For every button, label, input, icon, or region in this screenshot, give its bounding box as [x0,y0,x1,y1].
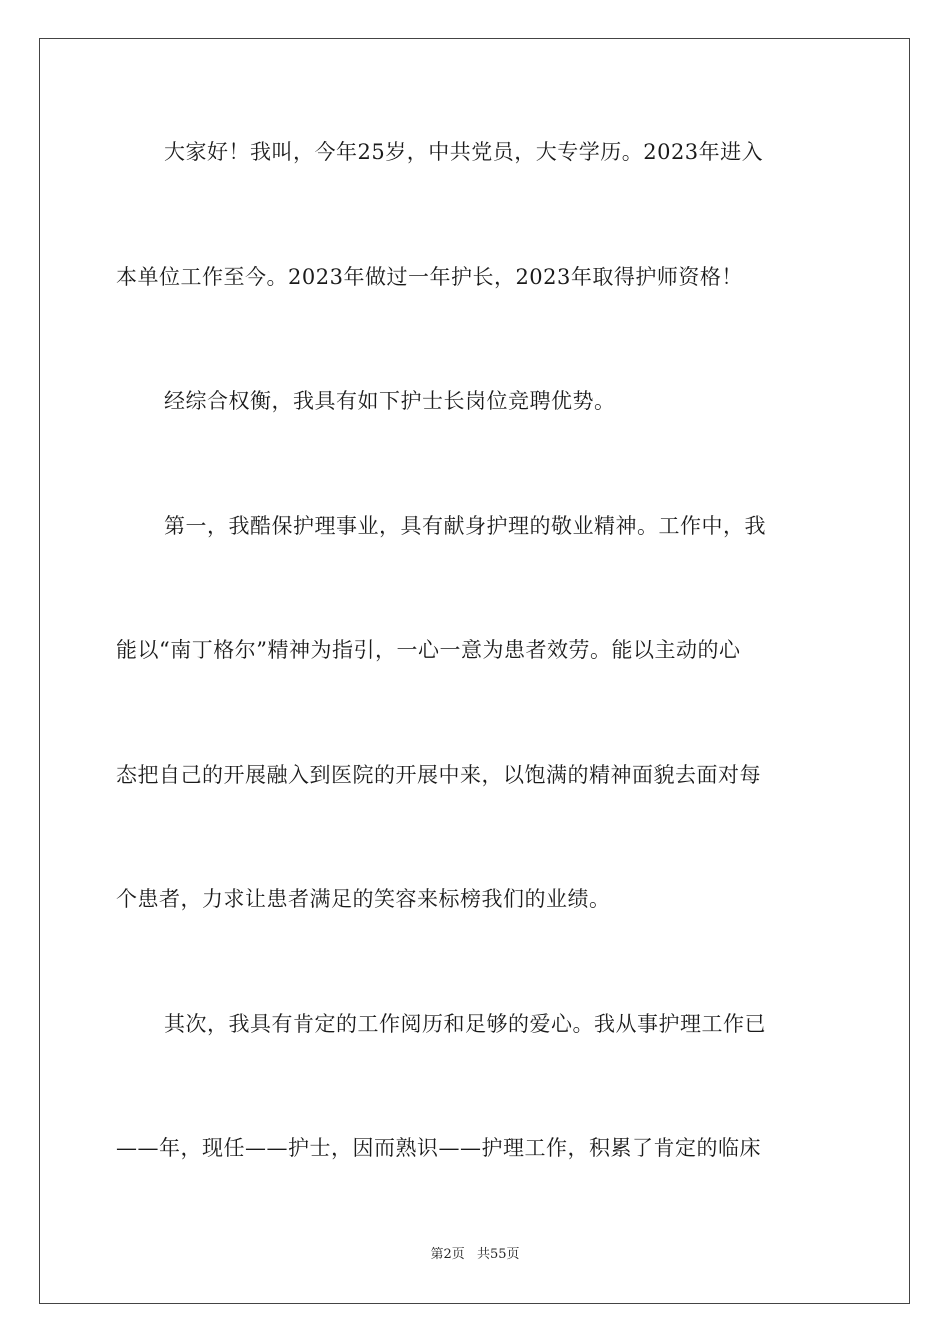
body-line-3: 经综合权衡，我具有如下护士长岗位竞聘优势。 [164,389,616,413]
body-line-5: 能以“南丁格尔”精神为指引，一心一意为患者效劳。能以主动的心 [116,638,741,662]
page-total: 共55页 [476,1247,520,1262]
body-line-8: 其次，我具有肯定的工作阅历和足够的爱心。我从事护理工作已 [164,1012,766,1036]
body-line-4: 第一，我酷保护理事业，具有献身护理的敬业精神。工作中，我 [164,514,766,538]
body-line-1: 大家好！我叫，今年25岁，中共党员，大专学历。2023年进入 [164,140,764,164]
body-line-2: 本单位工作至今。2023年做过一年护长，2023年取得护师资格！ [116,265,743,289]
page-border [39,38,910,1304]
body-line-6: 态把自己的开展融入到医院的开展中来，以饱满的精神面貌去面对每 [116,763,761,787]
page-number: 第2页 [430,1247,465,1262]
body-line-9: ——年，现任——护士，因而熟识——护理工作，积累了肯定的临床 [116,1136,761,1160]
body-line-7: 个患者，力求让患者满足的笑容来标榜我们的业绩。 [116,887,611,911]
page-footer [0,1246,950,1264]
